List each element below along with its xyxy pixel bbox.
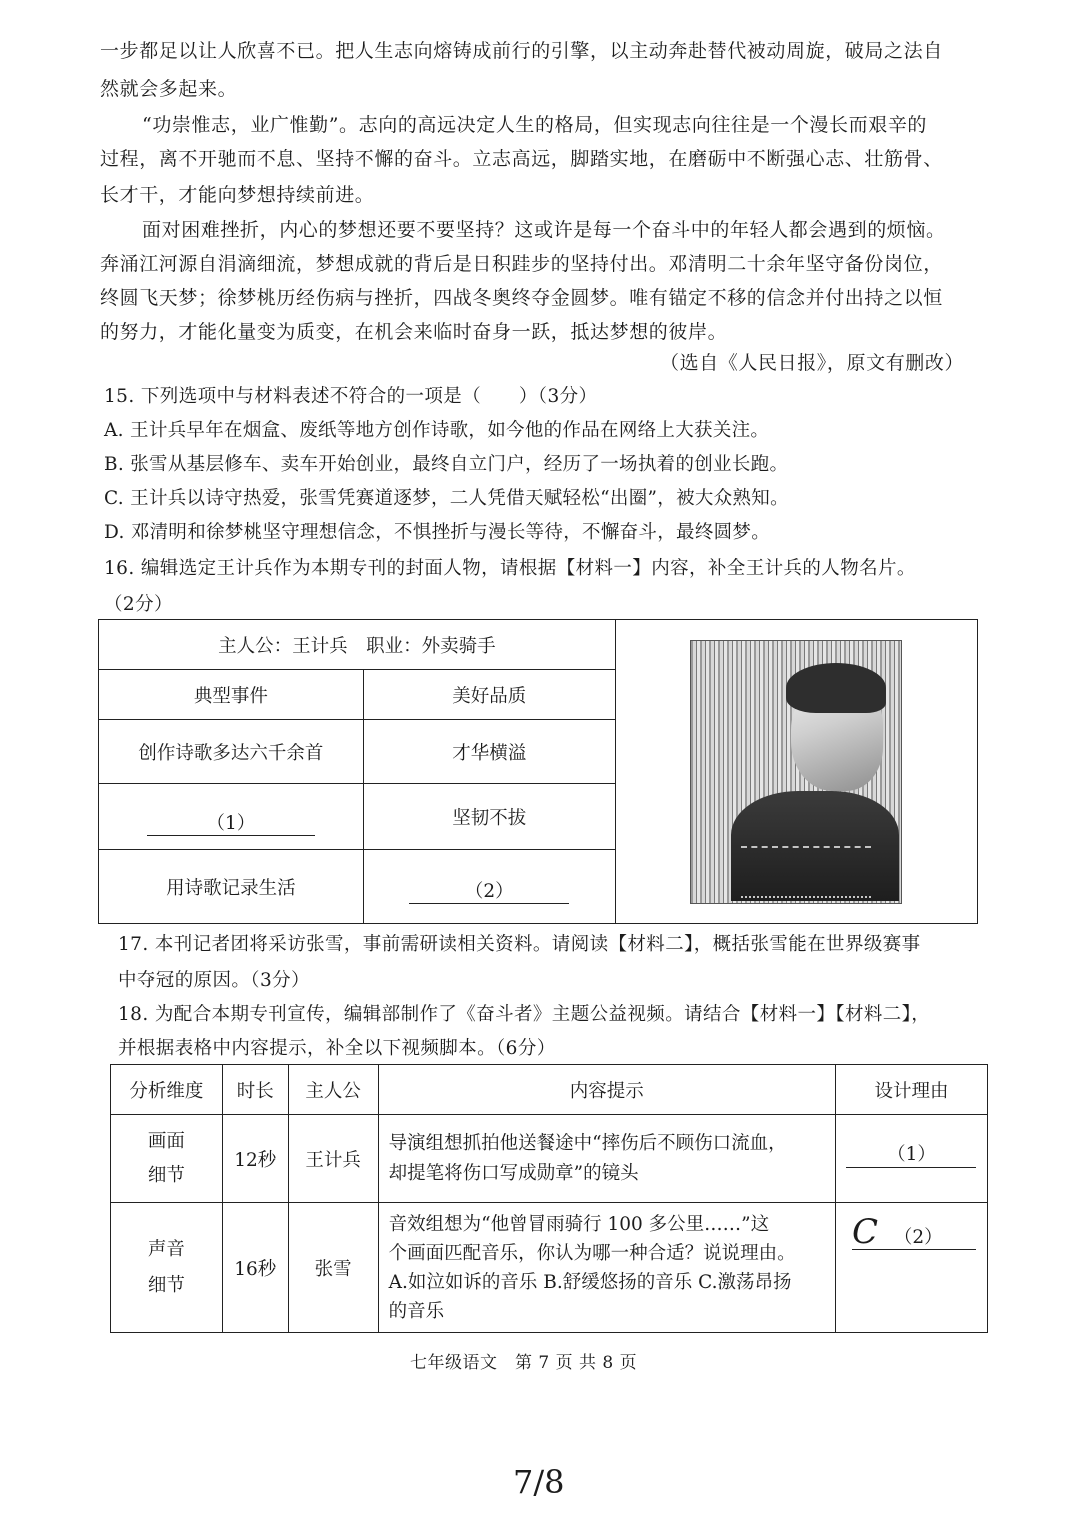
handwritten-answer: C <box>851 1212 878 1252</box>
hint-line: 个画面匹配音乐，你认为哪一种合适？说说理由。 <box>388 1242 796 1264</box>
video-script-table <box>110 1064 988 1333</box>
row2-person: 张雪 <box>288 1203 378 1333</box>
q18-line: 并根据表格中内容提示，补全以下视频脚本。（6分） <box>118 1038 556 1059</box>
card-col-event: 典型事件 <box>99 670 364 720</box>
blank-number: （2） <box>893 1227 943 1248</box>
q15-option-c: C. 王计兵以诗守热爱，张雪凭赛道逐梦，二人凭借天赋轻松“出圈”，被大众熟知。 <box>104 488 789 509</box>
q15-option-a: A. 王计兵早年在烟盒、废纸等地方创作诗歌，如今他的作品在网络上大获关注。 <box>104 420 770 441</box>
card-event: 用诗歌记录生活 <box>99 850 364 924</box>
hint-line: 却提笔将伤口写成勋章”的镜头 <box>388 1162 639 1184</box>
header-duration: 时长 <box>222 1065 288 1115</box>
dimension-line: 画面 <box>147 1130 185 1152</box>
passage-line: “功崇惟志，业广惟勤”。志向的高远决定人生的格局，但实现志向往往是一个漫长而艰辛的 <box>142 114 928 136</box>
answer-blank-reason-2[interactable] <box>851 1212 976 1252</box>
passage-line: 终圆飞天梦；徐梦桃历经伤病与挫折，四战冬奥终夺金圆梦。唯有锚定不移的信念并付出持之以恒 <box>100 287 943 309</box>
passage-line: 的努力，才能化量变为质变，在机会来临时奋身一跃，抵达梦想的彼岸。 <box>100 321 728 343</box>
hint-line: 导演组想抓拍他送餐途中“摔伤后不顾伤口流血， <box>388 1132 787 1154</box>
card-col-quality: 美好品质 <box>363 670 615 720</box>
row2-reason[interactable] <box>835 1203 987 1333</box>
hint-line: A.如泣如诉的音乐 B.舒缓悠扬的音乐 C.激荡昂扬 <box>388 1271 792 1293</box>
passage-line: 然就会多起来。 <box>100 78 238 100</box>
row1-reason[interactable] <box>835 1115 987 1203</box>
card-event-blank[interactable] <box>99 784 364 850</box>
hint-line: 的音乐 <box>388 1300 445 1322</box>
passage-line: 长才干，才能向梦想持续前进。 <box>100 184 375 206</box>
passage-line: 一步都足以让人欣喜不已。把人生志向熔铸成前行的引擎，以主动奔赴替代被动周旋，破局之法自 <box>100 40 943 62</box>
q15-option-b: B. 张雪从基层修车、卖车开始创业，最终自立门户，经历了一场执着的创业长跑。 <box>104 454 789 475</box>
q15-stem: 15. 下列选项中与材料表述不符合的一项是（ ）（3分） <box>104 386 598 407</box>
dimension-line: 声音 <box>147 1238 185 1260</box>
page-footer-label: 七年级语文 第 7 页 共 8 页 <box>410 1353 638 1373</box>
card-quality: 坚韧不拔 <box>363 784 615 850</box>
row1-person: 王计兵 <box>288 1115 378 1203</box>
row2-hint <box>378 1203 835 1333</box>
header-hint: 内容提示 <box>378 1065 835 1115</box>
card-quality: 才华横溢 <box>363 720 615 784</box>
row1-dimension <box>111 1115 223 1203</box>
page-counter: 7/8 <box>513 1463 565 1501</box>
q18-line: 18. 为配合本期专刊宣传，编辑部制作了《奋斗者》主题公益视频。请结合【材料一】【材料二】， <box>118 1004 931 1025</box>
header-reason: 设计理由 <box>835 1065 987 1115</box>
row2-duration: 16秒 <box>222 1203 288 1333</box>
portrait-hair <box>786 663 886 713</box>
answer-blank-2[interactable]: （2） <box>409 869 569 904</box>
passage-line: 面对困难挫折，内心的梦想还要不要坚持？这或许是每一个奋斗中的年轻人都会遇到的烦恼。 <box>142 219 946 241</box>
answer-blank-1[interactable]: （1） <box>147 797 315 836</box>
passage-line: 过程，离不开驰而不息、坚持不懈的奋斗。立志高远，脚踏实地，在磨砺中不断强心志、壮筋骨、 <box>100 148 943 170</box>
q17-line: 17. 本刊记者团将采访张雪，事前需研读相关资料。请阅读【材料二】，概括张雪能在世界级赛事 <box>118 934 921 955</box>
wang-jibing-portrait <box>690 640 902 904</box>
portrait-calligraphy <box>741 846 871 898</box>
card-quality-blank[interactable] <box>363 850 615 924</box>
dimension-line: 细节 <box>147 1164 185 1186</box>
header-dimension: 分析维度 <box>111 1065 223 1115</box>
row1-hint <box>378 1115 835 1203</box>
dimension-line: 细节 <box>147 1274 185 1296</box>
passage-source: （选自《人民日报》，原文有删改） <box>660 352 965 374</box>
card-header: 主人公：王计兵 职业：外卖骑手 <box>99 620 616 670</box>
passage-line: 奔涌江河源自涓滴细流，梦想成就的背后是日积跬步的坚持付出。邓清明二十余年坚守备份岗位， <box>100 253 943 275</box>
q16-stem: 16. 编辑选定王计兵作为本期专刊的封面人物，请根据【材料一】内容，补全王计兵的人物名片。 <box>104 558 916 579</box>
q17-line: 中夺冠的原因。（3分） <box>118 970 310 991</box>
row2-dimension <box>111 1203 223 1333</box>
row1-duration: 12秒 <box>222 1115 288 1203</box>
card-event: 创作诗歌多达六千余首 <box>99 720 364 784</box>
header-person: 主人公 <box>288 1065 378 1115</box>
q16-score: （2分） <box>104 594 173 615</box>
hint-line: 音效组想为“他曾冒雨骑行 100 多公里……”这 <box>388 1213 770 1235</box>
q15-option-d: D. 邓清明和徐梦桃坚守理想信念，不惧挫折与漫长等待，不懈奋斗，最终圆梦。 <box>104 522 771 543</box>
answer-blank-reason-1[interactable]: （1） <box>846 1143 976 1168</box>
